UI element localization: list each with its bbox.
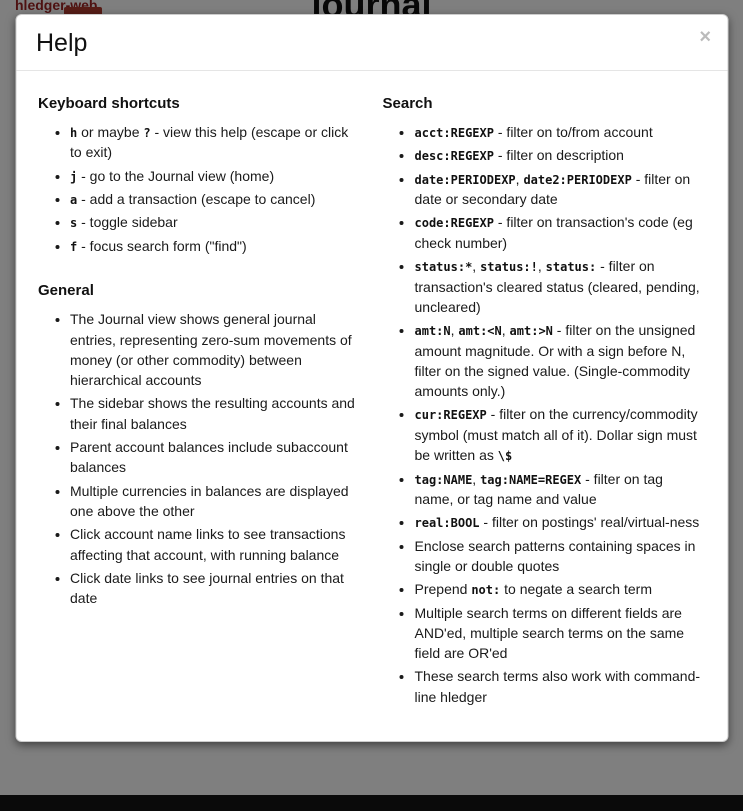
code-term: amt:N xyxy=(414,324,451,339)
modal-title: Help xyxy=(36,29,88,57)
code-term: cur:REGEXP xyxy=(414,408,487,423)
general-list xyxy=(38,309,361,608)
code-term: tag:NAME xyxy=(414,472,473,487)
right-column xyxy=(383,89,706,715)
code-term: a xyxy=(70,193,78,208)
code-term: desc:REGEXP xyxy=(414,149,494,164)
list-item: • cur:REGEXP - filter on the currency/commodity symbol (must match all of it). Dollar sign must be written as \$ xyxy=(415,404,706,465)
code-term: not: xyxy=(471,583,501,598)
list-item: • The Journal view shows general journal entries, representing zero-sum movements of money (or other commodity) between hierarchical accounts xyxy=(70,309,361,390)
list-item: • f - focus search form ("find") xyxy=(70,236,361,256)
list-item: • code:REGEXP - filter on transaction's code (eg check number) xyxy=(415,212,706,253)
list-item: • date:PERIODEXP, date2:PERIODEXP - filter on date or secondary date xyxy=(415,169,706,210)
code-term: h xyxy=(70,126,78,140)
code-term: f xyxy=(70,239,78,254)
modal-header xyxy=(16,15,727,71)
help-modal xyxy=(15,14,728,742)
section-heading-general: General xyxy=(38,282,94,300)
search-list xyxy=(383,122,706,707)
code-term: date2:PERIODEXP xyxy=(523,172,632,187)
list-item: • Parent account balances include subaccount balances xyxy=(70,437,361,478)
code-term: code:REGEXP xyxy=(414,216,494,231)
code-term: status:! xyxy=(480,260,538,275)
list-item: • j - go to the Journal view (home) xyxy=(70,166,361,186)
section-heading-search: Search xyxy=(382,95,433,112)
list-item: • These search terms also work with command-line hledger xyxy=(415,666,706,707)
list-item: • The sidebar shows the resulting accounts and their final balances xyxy=(70,393,361,434)
code-term: real:BOOL xyxy=(414,516,480,531)
list-item: • Enclose search patterns containing spaces in single or double quotes xyxy=(415,536,706,577)
list-item: • tag:NAME, tag:NAME=REGEX - filter on tag name, or tag name and value xyxy=(415,469,706,510)
code-term: date:PERIODEXP xyxy=(414,172,516,187)
modal-body xyxy=(16,71,727,741)
list-item: • desc:REGEXP - filter on description xyxy=(415,145,706,165)
code-term: status: xyxy=(545,260,597,275)
code-term: s xyxy=(70,216,78,231)
close-button[interactable]: × xyxy=(699,26,711,48)
keyboard-shortcuts-list xyxy=(38,122,361,256)
code-term: amt:<N xyxy=(458,324,502,339)
list-item: • Click account name links to see transactions affecting that account, with running balance xyxy=(70,524,361,565)
list-item: • amt:N, amt:<N, amt:>N - filter on the unsigned amount magnitude. Or with a sign before N, filter on the signed value. (Single-commodity amounts only.) xyxy=(415,320,706,401)
list-item: • a - add a transaction (escape to cancel) xyxy=(70,189,361,209)
left-column xyxy=(38,89,361,715)
list-item: • acct:REGEXP - filter on to/from account xyxy=(415,122,706,142)
list-item: • Prepend not: to negate a search term xyxy=(415,579,706,599)
list-item: • h or maybe ? - view this help (escape or click to exit) xyxy=(70,122,361,163)
list-item: • s - toggle sidebar xyxy=(70,212,361,232)
code-term: j xyxy=(70,169,78,184)
list-item: • status:*, status:!, status: - filter on transaction's cleared status (cleared, pending, uncleared) xyxy=(415,256,706,317)
list-item: • Multiple currencies in balances are displayed one above the other xyxy=(70,481,361,522)
code-term: acct:REGEXP xyxy=(414,126,494,140)
code-term: tag:NAME=REGEX xyxy=(480,472,582,487)
list-item: • real:BOOL - filter on postings' real/virtual-ness xyxy=(415,512,706,532)
code-term: \$ xyxy=(497,449,513,464)
code-term: status:* xyxy=(414,260,473,275)
section-heading-keyboard-shortcuts: Keyboard shortcuts xyxy=(38,95,180,112)
list-item: • Click date links to see journal entries on that date xyxy=(70,568,361,609)
list-item: • Multiple search terms on different fields are AND'ed, multiple search terms on the same field are OR'ed xyxy=(415,603,706,664)
code-term: amt:>N xyxy=(509,324,553,339)
code-term: ? xyxy=(143,126,151,140)
